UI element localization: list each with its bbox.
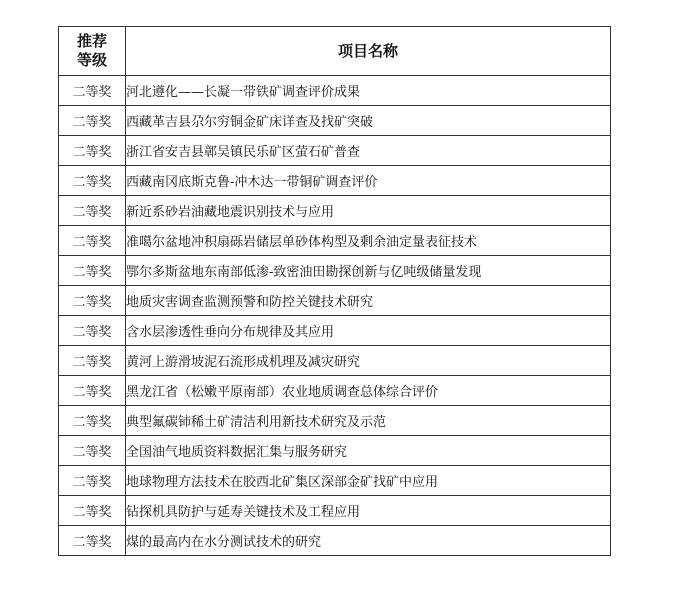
table-body xyxy=(59,76,611,556)
award-level-cell: 二等奖 xyxy=(59,136,126,166)
table-row xyxy=(59,406,611,436)
table-row xyxy=(59,346,611,376)
project-name-cell: 黄河上游滑坡泥石流形成机理及减灾研究 xyxy=(126,346,611,376)
award-level-cell: 二等奖 xyxy=(59,526,126,556)
table-row xyxy=(59,196,611,226)
award-level-cell: 二等奖 xyxy=(59,346,126,376)
award-level-cell: 二等奖 xyxy=(59,436,126,466)
project-name-cell: 黑龙江省（松嫩平原南部）农业地质调查总体综合评价 xyxy=(126,376,611,406)
table-row xyxy=(59,376,611,406)
table-row xyxy=(59,166,611,196)
award-level-cell: 二等奖 xyxy=(59,76,126,106)
table-row xyxy=(59,226,611,256)
header-row xyxy=(59,27,611,76)
project-name-cell: 新近系砂岩油藏地震识别技术与应用 xyxy=(126,196,611,226)
table-row xyxy=(59,436,611,466)
project-name-cell: 浙江省安吉县鄣吴镇民乐矿区萤石矿普查 xyxy=(126,136,611,166)
project-name-cell: 全国油气地质资料数据汇集与服务研究 xyxy=(126,436,611,466)
table-row xyxy=(59,466,611,496)
project-name-cell: 地质灾害调查监测预警和防控关键技术研究 xyxy=(126,286,611,316)
project-name-cell: 钻探机具防护与延寿关键技术及工程应用 xyxy=(126,496,611,526)
table-row xyxy=(59,136,611,166)
table-row xyxy=(59,496,611,526)
table-row xyxy=(59,106,611,136)
project-name-cell: 鄂尔多斯盆地东南部低渗-致密油田勘探创新与亿吨级储量发现 xyxy=(126,256,611,286)
award-level-cell: 二等奖 xyxy=(59,226,126,256)
header-project-name: 项目名称 xyxy=(126,27,611,76)
award-level-cell: 二等奖 xyxy=(59,106,126,136)
project-name-cell: 西藏革吉县尕尔穷铜金矿床详查及找矿突破 xyxy=(126,106,611,136)
project-name-cell: 典型氟碳铈稀土矿清洁利用新技术研究及示范 xyxy=(126,406,611,436)
table-row xyxy=(59,256,611,286)
award-level-cell: 二等奖 xyxy=(59,286,126,316)
table-row xyxy=(59,286,611,316)
project-name-cell: 地球物理方法技术在胶西北矿集区深部金矿找矿中应用 xyxy=(126,466,611,496)
award-level-cell: 二等奖 xyxy=(59,316,126,346)
award-level-cell: 二等奖 xyxy=(59,376,126,406)
award-level-cell: 二等奖 xyxy=(59,166,126,196)
award-level-cell: 二等奖 xyxy=(59,496,126,526)
awards-table xyxy=(58,26,611,556)
award-level-cell: 二等奖 xyxy=(59,466,126,496)
award-level-cell: 二等奖 xyxy=(59,196,126,226)
project-name-cell: 含水层渗透性垂向分布规律及其应用 xyxy=(126,316,611,346)
project-name-cell: 准噶尔盆地冲积扇砾岩储层单砂体构型及剩余油定量表征技术 xyxy=(126,226,611,256)
project-name-cell: 西藏南冈底斯克鲁-冲木达一带铜矿调查评价 xyxy=(126,166,611,196)
header-level: 推荐 等级 xyxy=(59,27,126,76)
award-level-cell: 二等奖 xyxy=(59,406,126,436)
project-name-cell: 煤的最高内在水分测试技术的研究 xyxy=(126,526,611,556)
table-row xyxy=(59,316,611,346)
award-level-cell: 二等奖 xyxy=(59,256,126,286)
table-row xyxy=(59,526,611,556)
project-name-cell: 河北遵化——长凝一带铁矿调查评价成果 xyxy=(126,76,611,106)
table-row xyxy=(59,76,611,106)
